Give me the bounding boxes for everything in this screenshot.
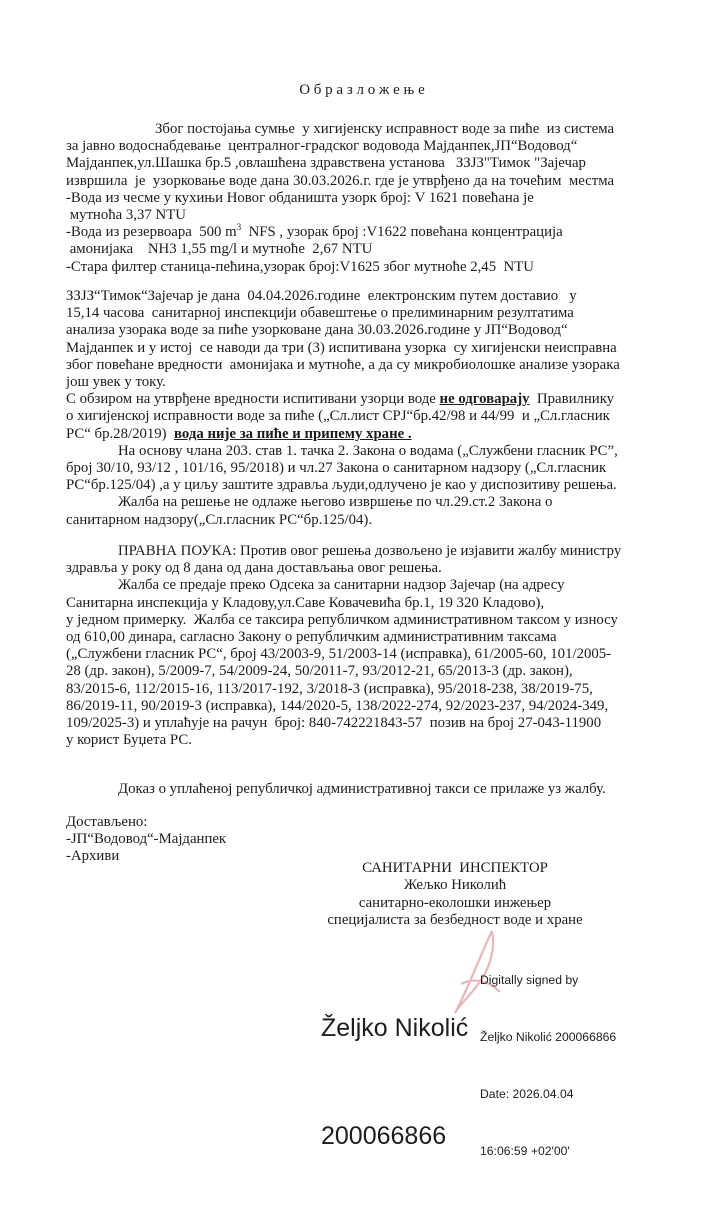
inspector-role: санитарно-еколошки инжењер: [358, 894, 552, 911]
proof-line: Доказ о уплаћеној републичкој административној такси се прилаже уз жалбу.: [118, 781, 606, 797]
text-line: санитарном надзору(„Сл.гласник РС“бр.125/04).: [66, 511, 373, 528]
signature-details-line: Željko Nikolić 200066866: [480, 1030, 617, 1044]
text-line: Жалба се предаје преко Одсека за санитарни надзор Зајечар (на адресу: [118, 577, 565, 594]
text-line: 109/2025-3) и уплаћује на рачун број: 840-742221843-57 позив на број 27-043-11900: [66, 715, 602, 732]
text-line: мутноћа 3,37 NTU: [66, 207, 186, 224]
text-line: 83/2015-6, 112/2015-16, 113/2017-192, 3/2018-3 (исправка), 95/2018-238, 38/2019-75,: [66, 680, 593, 697]
text-line: амонијака NH3 1,55 mg/l и мутноће 2,67 NTU: [66, 241, 373, 258]
text-line: о хигијенској исправности воде за пиће („Сл.лист СРЈ“бр.42/98 и 44/99 и „Сл.гласник: [66, 408, 610, 425]
text-line: Мајданпек и у истој се наводи да три (3) испитивана узорка су хигијенски неисправна: [66, 339, 617, 356]
regulation-ref: РС“ бр.28/2019): [66, 425, 174, 442]
text-line: [66, 224, 694, 241]
delivered-to-heading: Достављено:: [66, 814, 148, 830]
digital-signature-field[interactable]: [300, 925, 700, 1158]
text-line: од 610,00 динара, сагласно Закону о републичким административним таксама: [66, 629, 557, 646]
signature-details-line: 16:06:59 +02'00': [480, 1144, 570, 1158]
conclusion-prefix: С обзиром на утврђене вредности испитивани узорци воде: [66, 391, 440, 408]
text-line: број 30/10, 93/12 , 101/16, 95/2018) и чл.27 Закона о санитарном надзору („Сл.гласник: [66, 460, 607, 477]
text-line: 28 (др. закон), 5/2009-7, 54/2009-24, 50/2011-7, 93/2012-21, 65/2013-3 (др. закон),: [66, 663, 573, 680]
text-line: На основу члана 203. став 1. тачка 2. Закона о водама („Службени гласник РС”,: [118, 442, 618, 459]
text-line: Жалба на решење не одлаже његово извршење по чл.29.ст.2 Закона о: [118, 494, 553, 511]
page-title-text: О б р а з л о ж е њ е: [299, 82, 425, 98]
text-line: Санитарна инспекција у Кладову,ул.Саве Ковачевића бр.1, 19 320 Кладово),: [66, 594, 545, 611]
text-line: [66, 426, 694, 443]
page-title: [0, 82, 724, 99]
text-line: Због постојања сумње у хигијенску исправност воде за пиће из система: [155, 121, 615, 137]
text-line: [66, 391, 694, 408]
text-line: Мајданпек,ул.Шашка бр.5 ,овлашћена здравствена установа ЗЗЈЗ"Тимок "Зајечар: [66, 155, 586, 172]
signature-details-line: Digitally signed by: [480, 973, 579, 987]
text-line: 86/2019-11, 90/2019-3 (исправка), 144/2020-5, 138/2022-274, 92/2023-237, 94/2024-349,: [66, 697, 609, 714]
text-line: 15,14 часова санитарној инспекцији обавештење о прелиминарним резултатима: [66, 305, 574, 322]
legal-remedy-paragraph: [66, 543, 694, 749]
inspector-title: САНИТАРНИ ИНСПЕКТОР: [362, 860, 548, 876]
text-line: у корист Буџета РС.: [66, 732, 192, 749]
text-line: због повећане вредности амонијака и мутноће, а да су микробиолошке анализе узорака: [66, 356, 620, 373]
reservoir-line-prefix: -Вода из резервоара 500 m: [66, 224, 237, 241]
text-line: ПРАВНА ПОУКА: Против овог решења дозвољено је изјавити жалбу министру: [118, 543, 622, 559]
text-line: РС“бр.125/04) ,а у циљу заштите здравља људи,одлучено је као у диспозитиву решења.: [66, 477, 617, 494]
delivered-to-item: -Архиви: [66, 848, 120, 865]
delivered-to-item: -ЈП“Водовод“-Мајданпек: [66, 831, 227, 848]
cubic-meter-superscript: 3: [236, 222, 242, 233]
signatory-name-line: Željko Nikolić: [321, 1014, 469, 1042]
emphasis-water-not-potable: вода није за пиће и припему хране .: [174, 425, 412, 442]
conclusion-suffix: Правилнику: [529, 391, 615, 408]
text-line: у једном примерку. Жалба се таксира републичком административном таксом у износу: [66, 611, 618, 628]
text-line: („Службени гласник РС“, број 43/2003-9, 51/2003-14 (исправка), 61/2005-60, 101/2005-: [66, 646, 612, 663]
inspector-signature-block: [255, 860, 655, 929]
signature-details-line: Date: 2026.04.04: [480, 1087, 574, 1101]
signatory-id-line: 200066866: [321, 1122, 447, 1150]
inspector-name: Жељко Николић: [403, 877, 507, 894]
text-line: за јавно водоснабдевање централног-градског водовода Мајданпек,ЈП“Водовод“: [66, 138, 578, 155]
text-line: здравља у року од 8 дана од дана достављања овог решења.: [66, 560, 442, 577]
signature-details: [480, 933, 616, 1199]
delivered-to-section: [66, 814, 694, 866]
text-line: -Стара филтер станица-пећина,узорак број:V1625 због мутноће 2,45 NTU: [66, 258, 534, 275]
findings-paragraph: [66, 288, 694, 529]
emphasis-not-compliant: не одговарају: [439, 391, 530, 408]
reservoir-line-suffix: NFS , узорак број :V1622 повећана концентрација: [241, 224, 563, 241]
text-line: ЗЗЈЗ“Тимок“Зајечар је дана 04.04.2026.године електронским путем доставио у: [66, 288, 577, 304]
text-line: још увек у току.: [66, 374, 166, 391]
text-line: анализа узорака воде за пиће узорковане дана 30.03.2026.године у ЈП“Водовод“: [66, 322, 568, 339]
text-line: извршила је узорковање воде дана 30.03.2026.г. где је утврђено да на точећим местма: [66, 172, 615, 189]
intro-paragraph: [66, 121, 694, 276]
inspector-role: специјалиста за безбедност воде и хране: [327, 911, 583, 928]
proof-line-section: [66, 781, 694, 798]
text-line: -Вода из чесме у кухињи Новог обданишта узорк број: V 1621 повећана је: [66, 189, 534, 206]
signatory-name-large: [321, 938, 468, 1226]
